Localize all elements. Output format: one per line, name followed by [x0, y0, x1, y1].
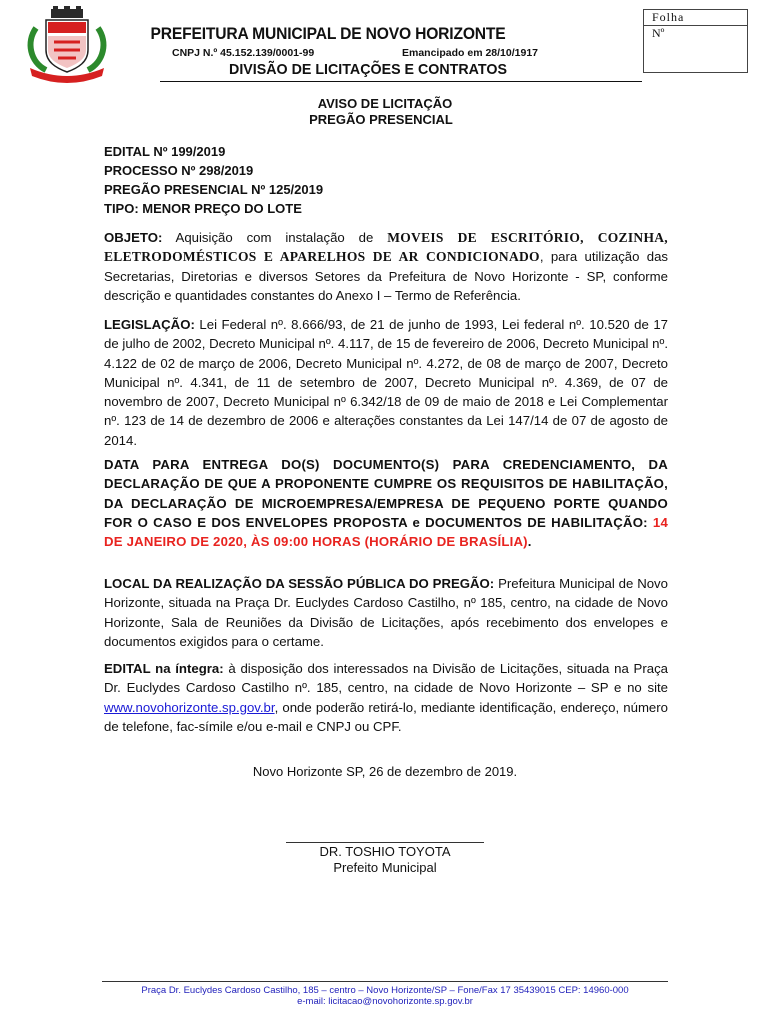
objeto-text-2: , para utilização das Secretarias, Diretorias e diversos Setores da Prefeitura de Novo Horizonte - SP, conforme descrição e quantidades constantes do Anexo I – Termo de Referência. — [104, 249, 669, 303]
local-paragraph — [104, 574, 668, 651]
legislacao-paragraph — [104, 315, 668, 450]
folha-label: Folha — [644, 10, 747, 26]
tipo-line: TIPO: MENOR PREÇO DO LOTE — [104, 201, 302, 216]
legislacao-label: LEGISLAÇÃO: — [104, 317, 195, 332]
signer-role: Prefeito Municipal — [333, 860, 437, 875]
header-cnpj: CNPJ N.º 45.152.139/0001-99 — [172, 47, 315, 59]
notice-title: AVISO DE LICITAÇÃO — [317, 96, 453, 111]
signature-line — [286, 842, 484, 843]
data-entrega-date: 14 DE JANEIRO DE 2020, ÀS 09:00 HORAS (HORÁRIO DE BRASÍLIA) — [104, 514, 668, 550]
edital-identifiers — [104, 142, 323, 218]
footer-email: e-mail: licitacao@novohorizonte.sp.gov.br — [297, 996, 473, 1007]
header-division: DIVISÃO DE LICITAÇÕES E CONTRATOS — [229, 61, 507, 78]
signer-name: DR. TOSHIO TOYOTA — [319, 844, 451, 859]
header-divider — [160, 81, 642, 82]
objeto-label: OBJETO: — [104, 230, 163, 245]
processo-number: PROCESSO Nº 298/2019 — [104, 163, 254, 178]
folha-stamp-box — [643, 9, 748, 73]
edital-integra-paragraph — [104, 659, 668, 736]
website-link[interactable]: www.novohorizonte.sp.gov.br — [104, 699, 275, 715]
local-text: Prefeitura Municipal de Novo Horizonte, situada na Praça Dr. Euclydes Cardoso Castilho, nº 185, centro, na cidade de Novo Horizonte, Sala de Reuniões da Divisão de Licitações, após recebimento dos envelopes e documentos exigidos para o certame. — [104, 576, 668, 649]
pregao-number: PREGÃO PRESENCIAL Nº 125/2019 — [104, 182, 324, 197]
footer-divider — [102, 981, 668, 982]
edital-integra-text-2: , onde poderão retirá-lo, mediante identificação, endereço, número de telefone, fac-símile e/ou e-mail e CNPJ ou CPF. — [104, 699, 668, 734]
objeto-text-1: Aquisição com instalação de — [162, 230, 388, 245]
header-emancipado: Emancipado em 28/10/1917 — [402, 47, 538, 59]
data-entrega-end: . — [527, 534, 532, 550]
municipal-crest-icon — [24, 6, 110, 84]
data-entrega-paragraph — [104, 455, 668, 551]
objeto-paragraph — [104, 228, 668, 305]
numero-label: Nº — [652, 26, 665, 40]
legislacao-text: Lei Federal nº. 8.666/93, de 21 de junho de 1993, Lei federal nº. 10.520 de 17 de julho de 2002, Decreto Municipal nº. 4.117, de 15 de fevereiro de 2006, Decreto Municipal nº. 4.122 de 02 de março de 2006, Decreto Municipal nº. 4.272, de 08 de março de 2007, Decreto Municipal nº. 4.341, de 11 de setembro de 2007, Decreto Municipal nº. 4.369, de 07 de novembro de 2007, Decreto Municipal nº 6.342/18 de 09 de maio de 2018 e Lei Complementar nº. 123 de 14 de dezembro de 2006 e alterações constantes da Lei 147/14 de 07 de agosto de 2014. — [104, 317, 668, 448]
edital-number: EDITAL Nº 199/2019 — [104, 144, 226, 159]
objeto-highlight: MOVEIS DE ESCRITÓRIO, COZINHA, ELETRODOMÉSTICOS E APARELHOS DE AR CONDICIONADO — [104, 230, 668, 265]
notice-subtitle: PREGÃO PRESENCIAL — [309, 112, 453, 127]
city-date: Novo Horizonte SP, 26 de dezembro de 2019. — [252, 764, 518, 779]
header-title: PREFEITURA MUNICIPAL DE NOVO HORIZONTE — [150, 24, 506, 43]
edital-integra-text-1: à disposição dos interessados na Divisão de Licitações, situada na Praça Dr. Euclydes Cardoso Castilho nº. 185, centro, na cidade de Novo Horizonte – SP e no site — [104, 661, 668, 696]
data-entrega-text: DATA PARA ENTREGA DO(S) DOCUMENTO(S) PARA CREDENCIAMENTO, DA DECLARAÇÃO DE QUE A PROPONENTE CUMPRE OS REQUISITOS DE HABILITAÇÃO, DA DECLARAÇÃO DE MICROEMPRESA/EMPRESA DE PEQUENO PORTE QUANDO FOR O CASO E DOS ENVELOPES PROPOSTA e DOCUMENTOS DE HABILITAÇÃO: — [104, 457, 668, 530]
local-label: LOCAL DA REALIZAÇÃO DA SESSÃO PÚBLICA DO PREGÃO: — [104, 576, 495, 591]
footer-address: Praça Dr. Euclydes Cardoso Castilho, 185 – centro – Novo Horizonte/SP – Fone/Fax 17 35439015 CEP: 14960-000 — [141, 985, 629, 996]
edital-integra-label: EDITAL na íntegra: — [104, 661, 224, 676]
